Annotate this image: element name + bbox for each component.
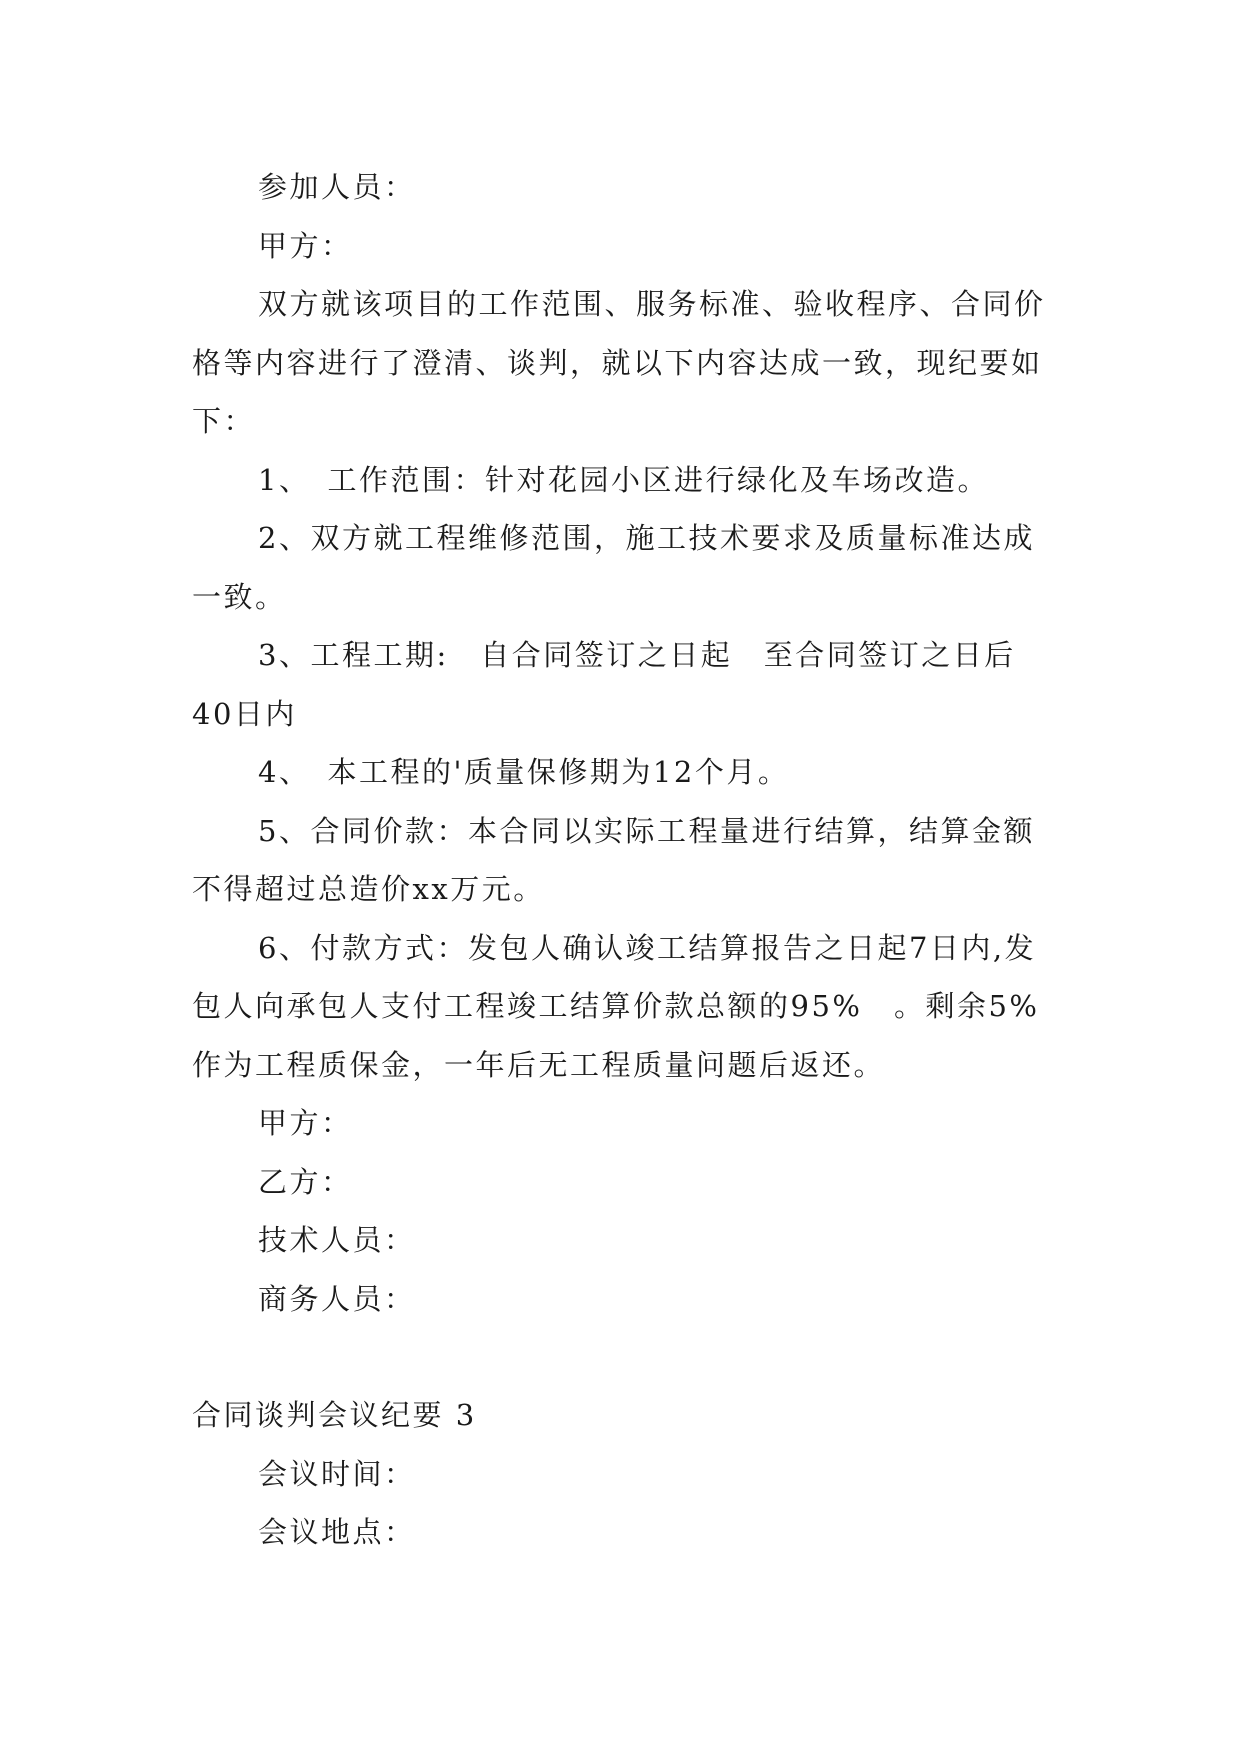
meeting-time-label: 会议时间： — [258, 1456, 416, 1491]
item-4-warranty: 4、 本工程的'质量保修期为12个月。 — [258, 755, 790, 789]
item-5-price: 5、合同价款：本合同以实际工程量进行结算，结算金额不得超过总造价xx万元。 — [192, 813, 1035, 906]
item-3-duration: 3、工程工期: 自合同签订之日起 至合同签订之日后40日内 — [192, 638, 1016, 731]
item-1-scope: 1、 工作范围：针对花园小区进行绿化及车场改造。 — [258, 462, 989, 497]
meeting-location-label: 会议地点： — [258, 1515, 416, 1549]
business-staff-label: 商务人员： — [258, 1281, 416, 1316]
item-2-agreement: 2、双方就工程维修范围，施工技术要求及质量标准达成一致。 — [192, 521, 1035, 614]
technical-staff-label: 技术人员： — [258, 1223, 416, 1257]
signature-party-b: 乙方： — [258, 1164, 353, 1199]
item-6-payment: 6、付款方式：发包人确认竣工结算报告之日起7日内,发包人向承包人支付工程竣工结算价款总额的95% 。剩余5%作为工程质保金，一年后无工程质量问题后返还。 — [192, 930, 1040, 1082]
intro-paragraph: 双方就该项目的工作范围、服务标准、验收程序、合同价格等内容进行了澄清、谈判，就以下内容达成一致，现纪要如下： — [192, 287, 1046, 438]
document-body — [192, 158, 1052, 1562]
signature-party-a: 甲方： — [258, 1106, 353, 1140]
attendees-label: 参加人员： — [258, 170, 416, 204]
section-heading: 合同谈判会议纪要 3 — [192, 1398, 477, 1432]
party-a-label: 甲方： — [258, 228, 353, 263]
